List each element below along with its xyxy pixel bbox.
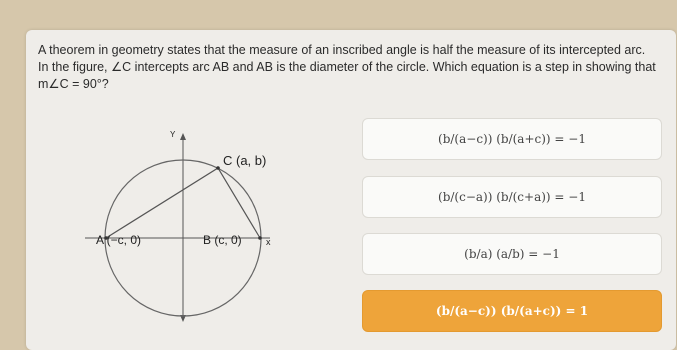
answer-option-2[interactable] <box>362 176 662 218</box>
x-axis-label: x <box>266 237 271 247</box>
answer-option-4[interactable] <box>362 290 662 332</box>
answer-option-2-text: (b/(c−a)) (b/(c+a)) = −1 <box>438 190 586 204</box>
question-text: A theorem in geometry states that the measure of an inscribed angle is half the measure of its intercepted arc. In the figure, ∠C intercepts arc AB and AB is the diameter of the circle. Which equation is a step in showing that m∠C = 90°? <box>38 43 656 91</box>
y-axis-label: Y <box>170 130 176 139</box>
answer-option-1[interactable] <box>362 118 662 160</box>
point-a-label: A (−c, 0) <box>96 233 142 247</box>
point-b <box>258 236 262 240</box>
point-c-label: C (a, b) <box>223 153 267 168</box>
answer-option-1-text: (b/(a−c)) (b/(a+c)) = −1 <box>438 132 586 146</box>
answer-option-3[interactable] <box>362 233 662 275</box>
answer-option-3-text: (b/a) (a/b) = −1 <box>464 247 560 261</box>
y-axis-arrow-up <box>180 133 186 140</box>
circle-figure <box>30 125 330 330</box>
point-b-label: B (c, 0) <box>203 233 242 247</box>
answer-option-4-text: (b/(a−c)) (b/(a+c)) = 1 <box>435 304 589 318</box>
point-c <box>216 166 220 170</box>
